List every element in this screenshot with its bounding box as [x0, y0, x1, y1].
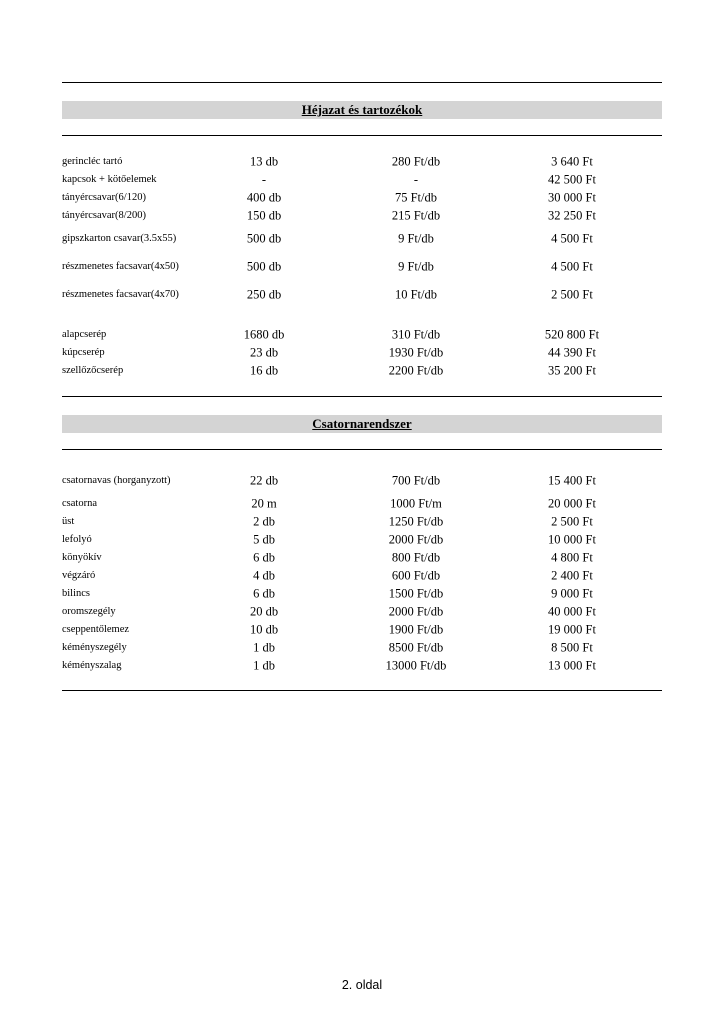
table-row	[62, 585, 662, 603]
item-name: gipszkarton csavar(3.5x55)	[62, 233, 177, 244]
item-unit-price: 2000 Ft/db	[388, 532, 444, 547]
item-qty: 20 m	[251, 496, 277, 511]
table-row	[62, 344, 662, 362]
item-qty: 1680 db	[243, 327, 285, 342]
item-qty: 250 db	[246, 287, 282, 302]
item-unit-price: 600 Ft/db	[391, 568, 441, 583]
item-total: 30 000 Ft	[548, 190, 596, 205]
item-qty: 500 db	[246, 231, 282, 246]
item-unit-price: 280 Ft/db	[391, 154, 441, 169]
item-total: 3 640 Ft	[551, 154, 593, 169]
item-unit-price: 1900 Ft/db	[388, 622, 444, 637]
item-unit-price: 310 Ft/db	[391, 327, 441, 342]
item-total: 4 800 Ft	[551, 550, 593, 565]
table-row	[62, 326, 662, 344]
item-name: kapcsok + kötőelemek	[62, 174, 157, 185]
item-unit-price: 215 Ft/db	[391, 208, 441, 223]
table-row	[62, 531, 662, 549]
table-row	[62, 567, 662, 585]
item-qty: 22 db	[249, 473, 279, 488]
item-name: üst	[62, 516, 75, 527]
item-qty: 150 db	[246, 208, 282, 223]
table-row	[62, 207, 662, 225]
section-rule	[62, 449, 662, 450]
item-unit-price: 700 Ft/db	[391, 473, 441, 488]
item-name: részmenetes facsavar(4x70)	[62, 289, 179, 300]
item-total: 4 500 Ft	[551, 231, 593, 246]
item-total: 8 500 Ft	[551, 640, 593, 655]
item-total: 9 000 Ft	[551, 586, 593, 601]
item-name: szellőzőcserép	[62, 365, 124, 376]
item-total: 32 250 Ft	[548, 208, 596, 223]
item-name: csatornavas (horganyzott)	[62, 475, 171, 486]
item-unit-price: 2200 Ft/db	[388, 363, 444, 378]
item-name: alapcserép	[62, 329, 107, 340]
item-name: könyökív	[62, 552, 102, 563]
page-number: 2. oldal	[341, 978, 383, 992]
section-title-roofing: Héjazat és tartozékok	[62, 101, 662, 119]
item-unit-price: 13000 Ft/db	[385, 658, 447, 673]
item-unit-price: 1000 Ft/m	[390, 496, 442, 511]
item-qty: 4 db	[253, 568, 275, 583]
table-row	[62, 362, 662, 380]
item-total: 35 200 Ft	[548, 363, 596, 378]
item-name: végzáró	[62, 570, 96, 581]
item-total: 15 400 Ft	[548, 473, 596, 488]
item-unit-price: 9 Ft/db	[398, 259, 434, 274]
item-unit-price: 1500 Ft/db	[388, 586, 444, 601]
item-total: 44 390 Ft	[548, 345, 596, 360]
top-rule	[62, 82, 662, 83]
item-qty: 2 db	[253, 514, 275, 529]
table-row	[62, 495, 662, 513]
item-unit-price: 75 Ft/db	[394, 190, 438, 205]
item-qty: 10 db	[249, 622, 279, 637]
table-row	[62, 189, 662, 207]
table-row	[62, 549, 662, 567]
item-name: részmenetes facsavar(4x50)	[62, 261, 179, 272]
item-name: oromszegély	[62, 606, 116, 617]
table-row	[62, 513, 662, 531]
bottom-rule	[62, 690, 662, 691]
item-qty: 1 db	[253, 658, 275, 673]
table-row	[62, 467, 662, 495]
item-qty: 500 db	[246, 259, 282, 274]
item-qty: 6 db	[253, 550, 275, 565]
item-qty: 13 db	[249, 154, 279, 169]
item-unit-price: 1250 Ft/db	[388, 514, 444, 529]
item-name: kéményszegély	[62, 642, 127, 653]
item-name: tányércsavar(8/200)	[62, 210, 146, 221]
roofing-items-group-2	[62, 326, 662, 380]
item-name: bilincs	[62, 588, 90, 599]
item-name: kéményszalag	[62, 660, 122, 671]
item-total: 20 000 Ft	[548, 496, 596, 511]
section-rule	[62, 135, 662, 136]
table-row	[62, 639, 662, 657]
item-name: lefolyó	[62, 534, 92, 545]
table-row	[62, 621, 662, 639]
item-qty: 400 db	[246, 190, 282, 205]
item-qty: 6 db	[253, 586, 275, 601]
table-row	[62, 171, 662, 189]
item-qty: 5 db	[253, 532, 275, 547]
item-name: cseppentőlemez	[62, 624, 130, 635]
item-unit-price: 800 Ft/db	[391, 550, 441, 565]
item-total: 10 000 Ft	[548, 532, 596, 547]
item-total: 40 000 Ft	[548, 604, 596, 619]
item-total: 13 000 Ft	[548, 658, 596, 673]
item-unit-price: 1930 Ft/db	[388, 345, 444, 360]
item-qty: 23 db	[249, 345, 279, 360]
item-total: 4 500 Ft	[551, 259, 593, 274]
item-total: 42 500 Ft	[548, 172, 596, 187]
gutter-items	[62, 467, 662, 675]
item-total: 19 000 Ft	[548, 622, 596, 637]
item-unit-price: 2000 Ft/db	[388, 604, 444, 619]
item-unit-price: 9 Ft/db	[398, 231, 434, 246]
table-row	[62, 225, 662, 253]
roofing-items-group-1	[62, 153, 662, 309]
item-unit-price: -	[413, 172, 419, 187]
item-total: 2 400 Ft	[551, 568, 593, 583]
item-qty: 1 db	[253, 640, 275, 655]
item-total: 2 500 Ft	[551, 514, 593, 529]
item-name: csatorna	[62, 498, 97, 509]
item-total: 520 800 Ft	[544, 327, 600, 342]
section-rule	[62, 396, 662, 397]
item-name: kúpcserép	[62, 347, 105, 358]
item-qty: 20 db	[249, 604, 279, 619]
item-unit-price: 10 Ft/db	[394, 287, 438, 302]
table-row	[62, 253, 662, 281]
table-row	[62, 153, 662, 171]
table-row	[62, 603, 662, 621]
item-name: tányércsavar(6/120)	[62, 192, 146, 203]
item-qty: 16 db	[249, 363, 279, 378]
table-row	[62, 281, 662, 309]
item-unit-price: 8500 Ft/db	[388, 640, 444, 655]
item-name: gerincléc tartó	[62, 156, 123, 167]
item-qty: -	[261, 172, 267, 187]
section-title-gutter: Csatornarendszer	[62, 415, 662, 433]
item-total: 2 500 Ft	[551, 287, 593, 302]
table-row	[62, 657, 662, 675]
